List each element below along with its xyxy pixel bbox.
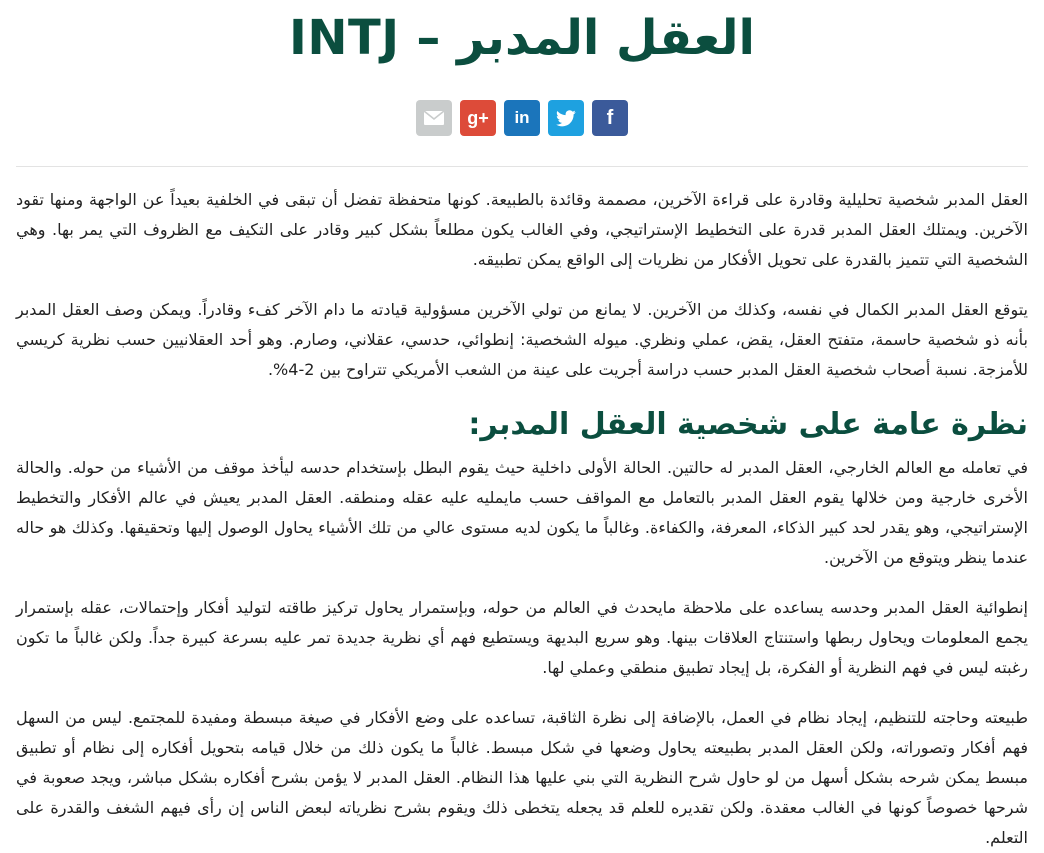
divider xyxy=(16,166,1028,167)
section-heading: نظرة عامة على شخصية العقل المدبر: xyxy=(468,407,1028,442)
twitter-bird-icon xyxy=(556,110,576,127)
facebook-share-button[interactable] xyxy=(592,100,628,136)
section-paragraph-2: إنطوائية العقل المدبر وحدسه يساعده على ملاحظة مايحدث في العالم من حوله، وبإستمرار يحاول تركيز طاقته لتوليد أفكار وإحتمالات، عقله بإستمرار يجمع المعلومات ويحاول ربطها واستنتاج العلاقات بينها. وهو سريع البديهة ويستطيع فهم أي نظرية جديدة تمر عليه بسرعة كبيرة جداً. ولكن غالباً ما تكون رغبته ليس في فهم النظرية أو الفكرة، بل إيجاد تطبيق منطقي وعملي لها. xyxy=(16,598,1028,677)
section-paragraph-3: طبيعته وحاجته للتنظيم، إيجاد نظام في العمل، بالإضافة إلى نظرة الثاقبة، تساعده على وضع الأفكار في صيغة مبسطة ومفيدة للمجتمع. ليس من السهل فهم أفكار وتصوراته، ولكن العقل المدبر بطبيعته يحاول وضعها في شكل مبسط. غالباً ما يكون ذلك من خلال قيامه بتحويل أفكاره إلى نظام أو تطبيق مبسط يمكن شرحه بشكل أسهل من لو حاول شرح النظرية التي بني عليها هذا النظام. العقل المدبر لا يؤمن بشرح أفكاره بشكل مباشر، ويجد صعوبة في شرحها خصوصاً كونها في الغالب معقدة. ولكن تقديره للعلم قد يجعله يتخطى ذلك ويقوم بشرح نظرياته لبعض الناس إن رأى فيهم الشغف والقدرة على التعلم. xyxy=(16,708,1028,847)
article xyxy=(16,8,1028,853)
page-title: العقل المدبر – INTJ xyxy=(289,10,755,66)
share-bar xyxy=(16,100,1028,136)
envelope-icon xyxy=(423,110,445,126)
facebook-icon: f xyxy=(606,106,614,129)
linkedin-share-button[interactable] xyxy=(504,100,540,136)
section-paragraph-1: في تعامله مع العالم الخارجي، العقل المدبر له حالتين. الحالة الأولى داخلية حيث يقوم البطل بإستخدام حدسه ليأخذ موقف من الأشياء من حوله. والحالة الأخرى خارجية ومن خلالها يقوم العقل المدبر بالتعامل مع المواقف حسب مايمليه عليه عقله ومنطقه. العقل المدبر يعيش في عالم الأفكار والتخطيط الإستراتيجي، وهو يقدر لحد كبير الذكاء، المعرفة، والكفاءة. وغالباً ما يكون لديه مستوى عالي من تلك الأشياء يحاول الوصول إليها وتحقيقها. وكذلك هو حاله عندما ينظر ويتوقع من الآخرين. xyxy=(16,458,1028,567)
email-share-button[interactable] xyxy=(416,100,452,136)
twitter-share-button[interactable] xyxy=(548,100,584,136)
google-plus-share-button[interactable] xyxy=(460,100,496,136)
linkedin-icon: in xyxy=(514,108,530,127)
intro-paragraph-2: يتوقع العقل المدبر الكمال في نفسه، وكذلك من الآخرين. لا يمانع من تولي الآخرين مسؤولية قيادته ما دام الآخر كفء وقادراً. ويمكن وصف العقل المدبر بأنه ذو شخصية حاسمة، متفتح العقل، يقض، عملي ونظري. ميوله الشخصية: إنطوائي، حدسي، عقلاني، وصارم. وهو أحد العقلانيين حسب نظرية كريسي للأمزجة. نسبة أصحاب شخصية العقل المدبر حسب دراسة أجريت على عينة من الشعب الأمريكي تتراوح بين 2-4%. xyxy=(16,300,1028,379)
google-plus-icon: g+ xyxy=(467,107,489,128)
intro-paragraph-1: العقل المدبر شخصية تحليلية وقادرة على قراءة الآخرين، مصممة وقائدة بالطبيعة. كونها متحفظة تفضل أن تبقى في الخلفية بعيداً عن الواجهة ومنها تقود الآخرين. ويمتلك العقل المدبر قدرة على التخطيط الإستراتيجي، وفي الغالب يكون مطلعاً بشكل كبير وقادر على التكيف مع الظروف التي يمر بها. وهي الشخصية التي تتميز بالقدرة على تحويل الأفكار من نظريات إلى الواقع يمكن تطبيقه. xyxy=(16,190,1028,269)
